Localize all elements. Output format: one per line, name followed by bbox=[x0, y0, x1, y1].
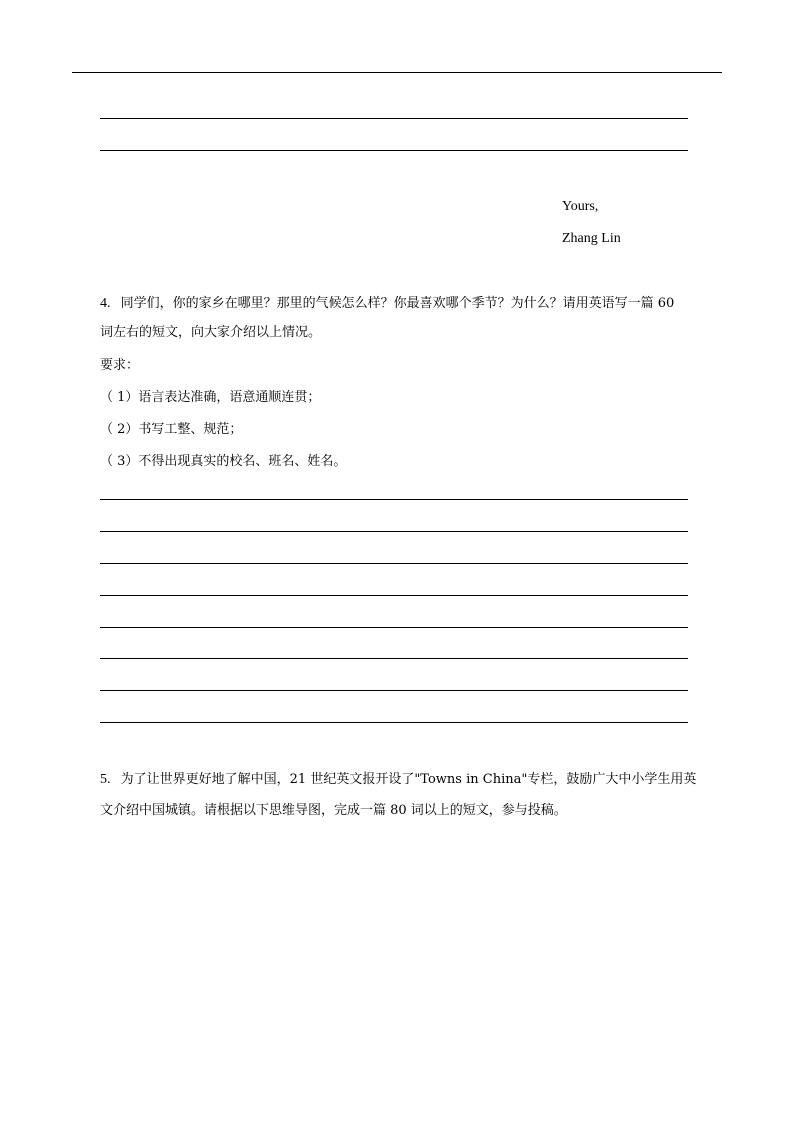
answer-line bbox=[100, 150, 688, 151]
requirements-title: 要求： bbox=[100, 358, 140, 373]
requirement-item: （ 1）语言表达准确，语意通顺连贯； bbox=[100, 390, 321, 405]
answer-line bbox=[100, 118, 688, 119]
answer-line bbox=[100, 563, 688, 564]
requirement-item: （ 2）书写工整、规范； bbox=[100, 422, 243, 437]
letter-salutation: Yours, bbox=[562, 199, 599, 214]
answer-line bbox=[100, 595, 688, 596]
answer-line bbox=[100, 690, 688, 691]
answer-line bbox=[100, 722, 688, 723]
question-5-prompt-text: 为了让世界更好地了解中国，21 世纪英文报开设了"Towns in China"专栏，鼓励广大中小学生用英 bbox=[120, 772, 697, 787]
requirement-item: （ 3）不得出现真实的校名、班名、姓名。 bbox=[100, 454, 347, 469]
answer-line bbox=[100, 531, 688, 532]
question-4-prompt-text: 同学们，你的家乡在哪里？那里的气候怎么样？你最喜欢哪个季节？为什么？请用英语写一篇 60 bbox=[120, 296, 675, 311]
question-4-prompt-line-2: 词左右的短文，向大家介绍以上情况。 bbox=[100, 325, 322, 340]
question-5-number: 5. bbox=[100, 772, 111, 787]
page-header-rule bbox=[72, 72, 722, 73]
question-4-prompt-line-1 bbox=[100, 296, 674, 312]
answer-line bbox=[100, 627, 688, 628]
letter-signature: Zhang Lin bbox=[562, 231, 621, 246]
question-5-prompt-line-1 bbox=[100, 772, 696, 788]
answer-line bbox=[100, 499, 688, 500]
question-5-prompt-line-2: 文介绍中国城镇。请根据以下思维导图，完成一篇 80 词以上的短文，参与投稿。 bbox=[100, 803, 567, 818]
answer-line bbox=[100, 658, 688, 659]
question-4-number: 4. bbox=[100, 296, 111, 311]
